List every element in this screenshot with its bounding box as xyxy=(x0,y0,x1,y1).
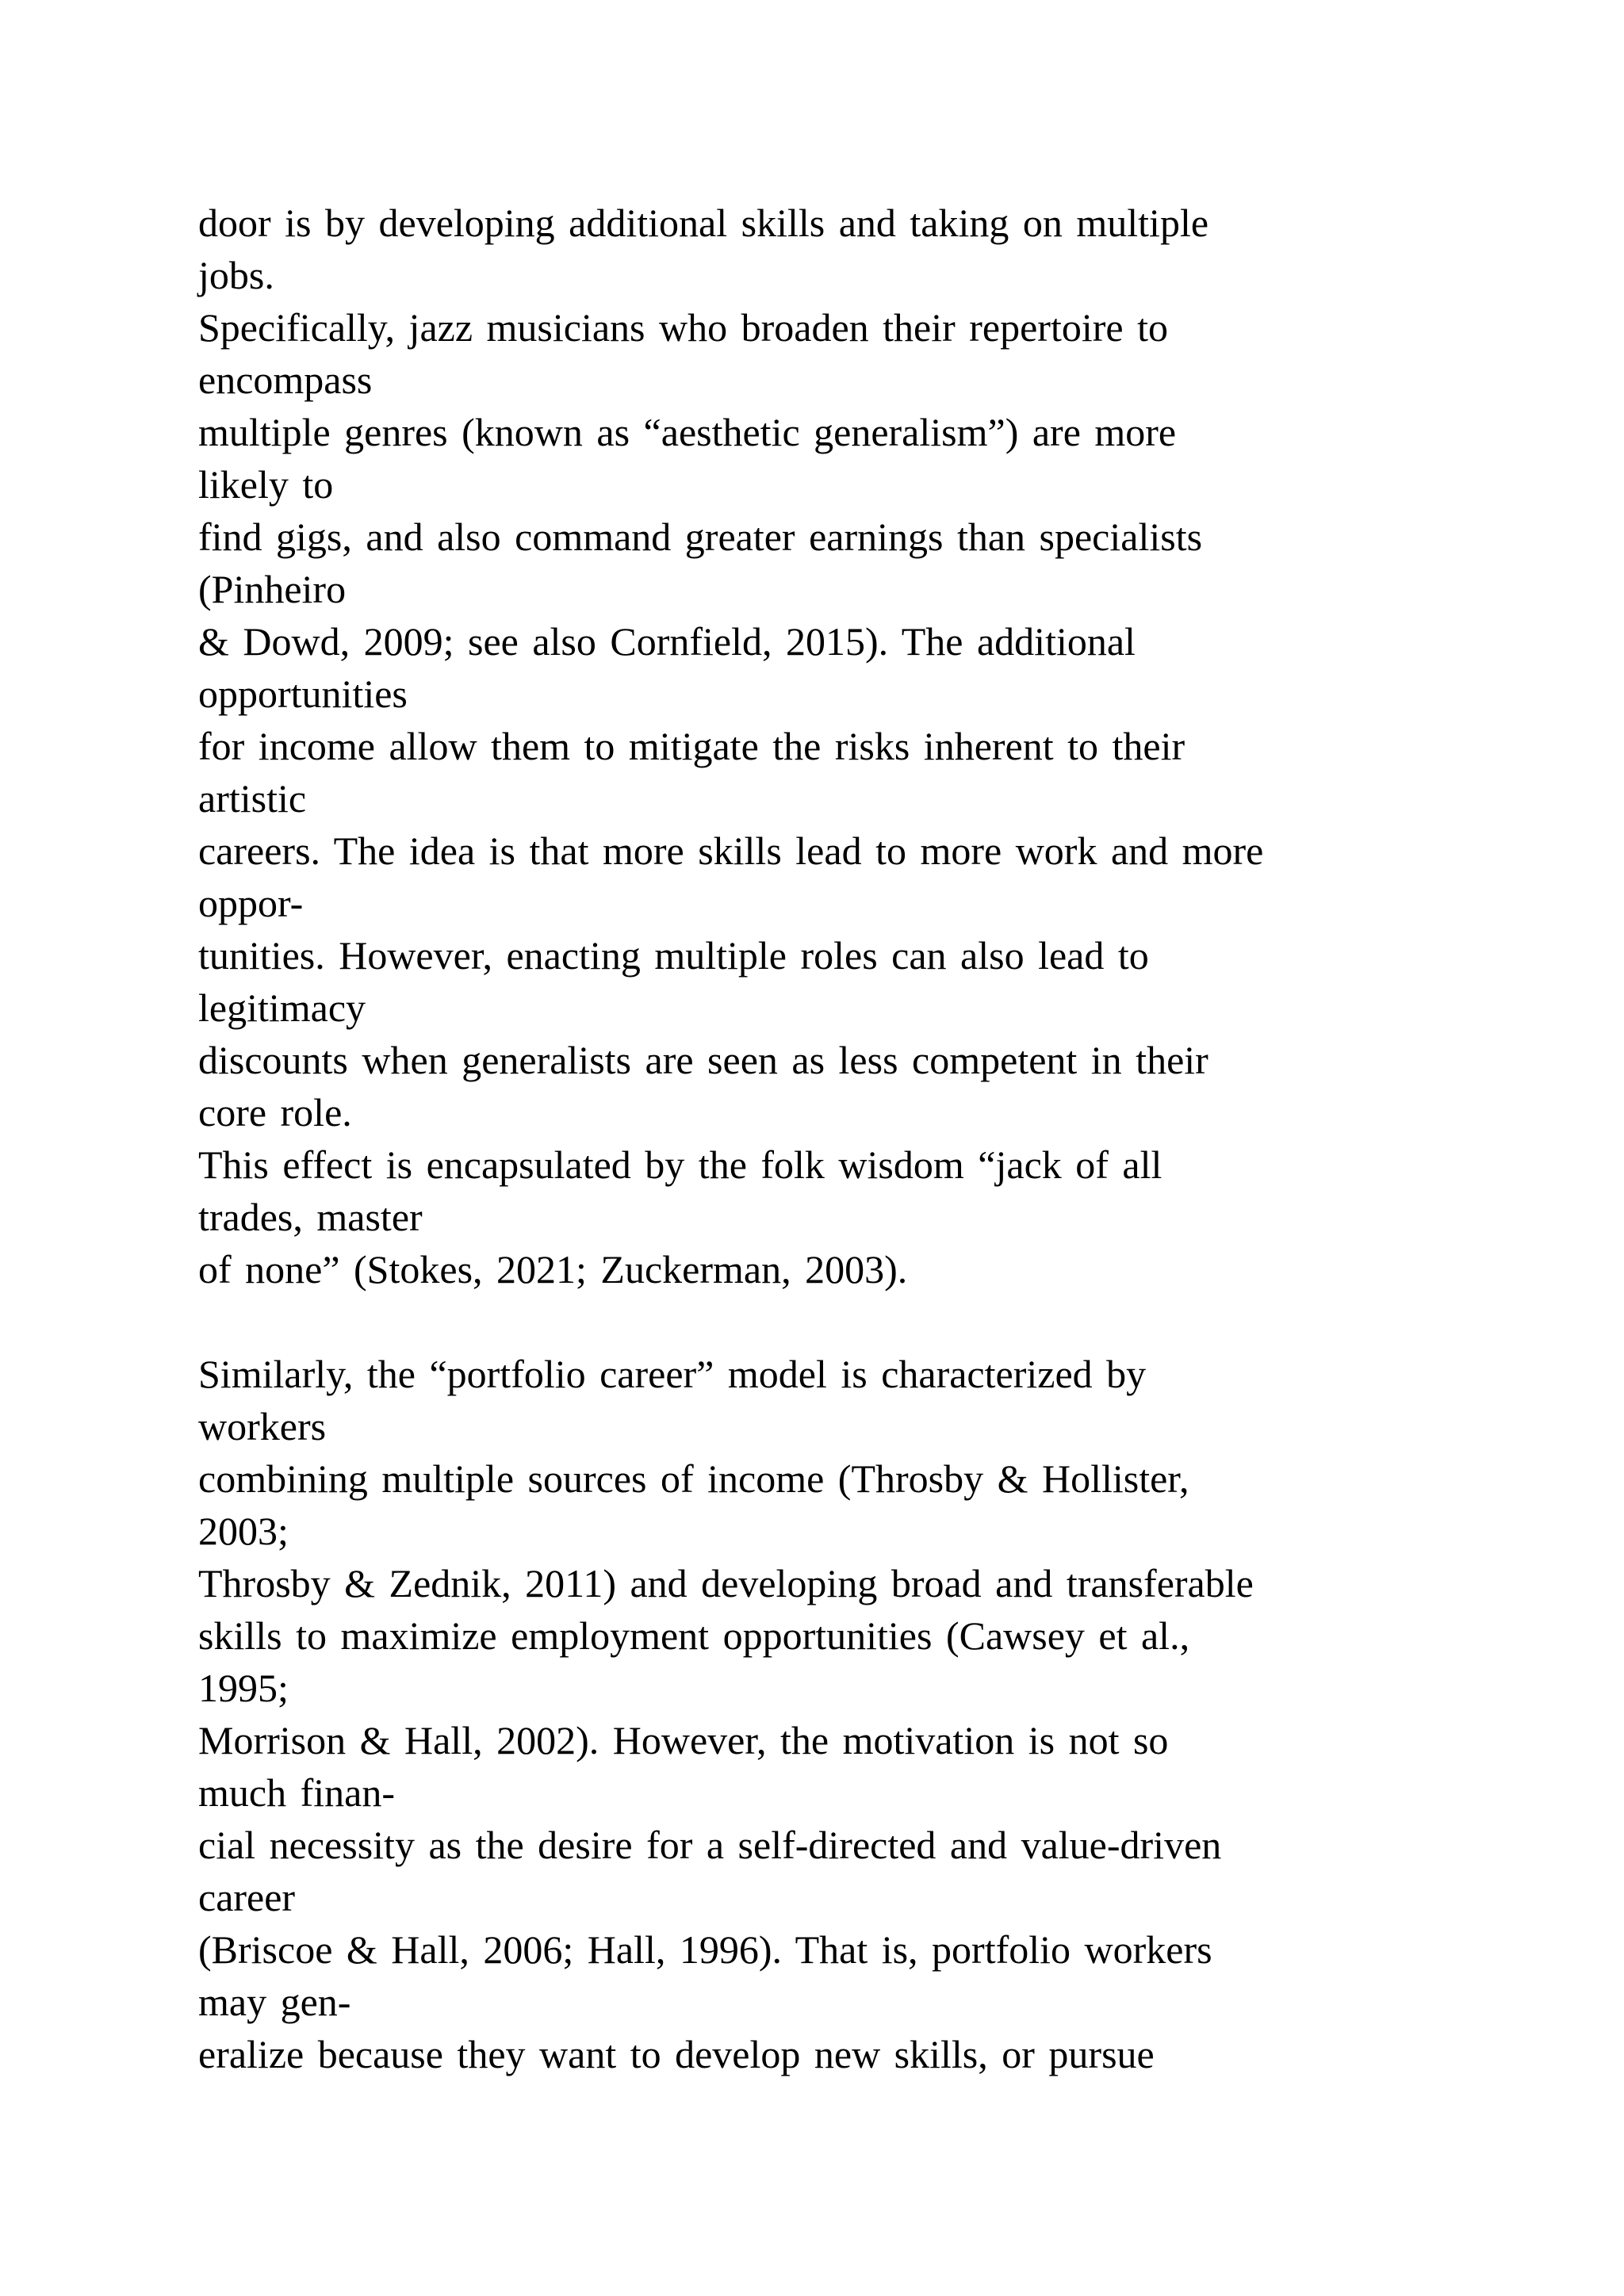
text-line: oppor- xyxy=(198,881,304,925)
paragraph-2 xyxy=(198,1348,1530,2080)
text-line: 2003; xyxy=(198,1509,289,1553)
text-line: legitimacy xyxy=(198,985,366,1030)
text-line: find gigs, and also command greater earnings than specialists xyxy=(198,515,1203,559)
text-line: (Pinheiro xyxy=(198,567,347,611)
paragraph-gap xyxy=(198,1295,1530,1348)
text-line: skills to maximize employment opportunities (Cawsey et al., xyxy=(198,1613,1190,1658)
text-line: opportunities xyxy=(198,672,408,716)
text-line: much finan- xyxy=(198,1770,395,1815)
text-line: 1995; xyxy=(198,1666,289,1710)
text-line: artistic xyxy=(198,776,307,821)
text-line: Throsby & Zednik, 2011) and developing broad and transferable xyxy=(198,1561,1254,1605)
body-text xyxy=(198,197,1530,2080)
text-line: cial necessity as the desire for a self-directed and value-driven xyxy=(198,1823,1222,1867)
text-line: may gen- xyxy=(198,1980,351,2024)
text-line: door is by developing additional skills and taking on multiple xyxy=(198,201,1209,245)
text-line: discounts when generalists are seen as less competent in their xyxy=(198,1038,1208,1082)
text-line: careers. The idea is that more skills lead to more work and more xyxy=(198,828,1264,873)
text-line: eralize because they want to develop new skills, or pursue xyxy=(198,2032,1155,2076)
text-line: combining multiple sources of income (Throsby & Hollister, xyxy=(198,1456,1189,1501)
text-line: of none” (Stokes, 2021; Zuckerman, 2003). xyxy=(198,1247,908,1292)
text-line: trades, master xyxy=(198,1195,423,1239)
text-line: core role. xyxy=(198,1090,352,1135)
text-line: workers xyxy=(198,1404,327,1448)
text-line: (Briscoe & Hall, 2006; Hall, 1996). That is, portfolio workers xyxy=(198,1927,1212,1972)
text-line: multiple genres (known as “aesthetic generalism”) are more xyxy=(198,410,1177,454)
text-line: This effect is encapsulated by the folk wisdom “jack of all xyxy=(198,1142,1162,1187)
text-line: encompass xyxy=(198,358,373,402)
text-line: career xyxy=(198,1875,296,1919)
text-line: Specifically, jazz musicians who broaden their repertoire to xyxy=(198,305,1168,350)
text-line: tunities. However, enacting multiple roles can also lead to xyxy=(198,933,1149,978)
text-line: jobs. xyxy=(198,253,274,297)
text-line: Morrison & Hall, 2002). However, the motivation is not so xyxy=(198,1718,1169,1762)
text-line: Similarly, the “portfolio career” model is characterized by xyxy=(198,1352,1147,1396)
text-line: & Dowd, 2009; see also Cornfield, 2015). The additional xyxy=(198,619,1136,664)
text-line: for income allow them to mitigate the risks inherent to their xyxy=(198,724,1185,768)
paragraph-1 xyxy=(198,197,1530,1295)
text-line: likely to xyxy=(198,462,334,507)
